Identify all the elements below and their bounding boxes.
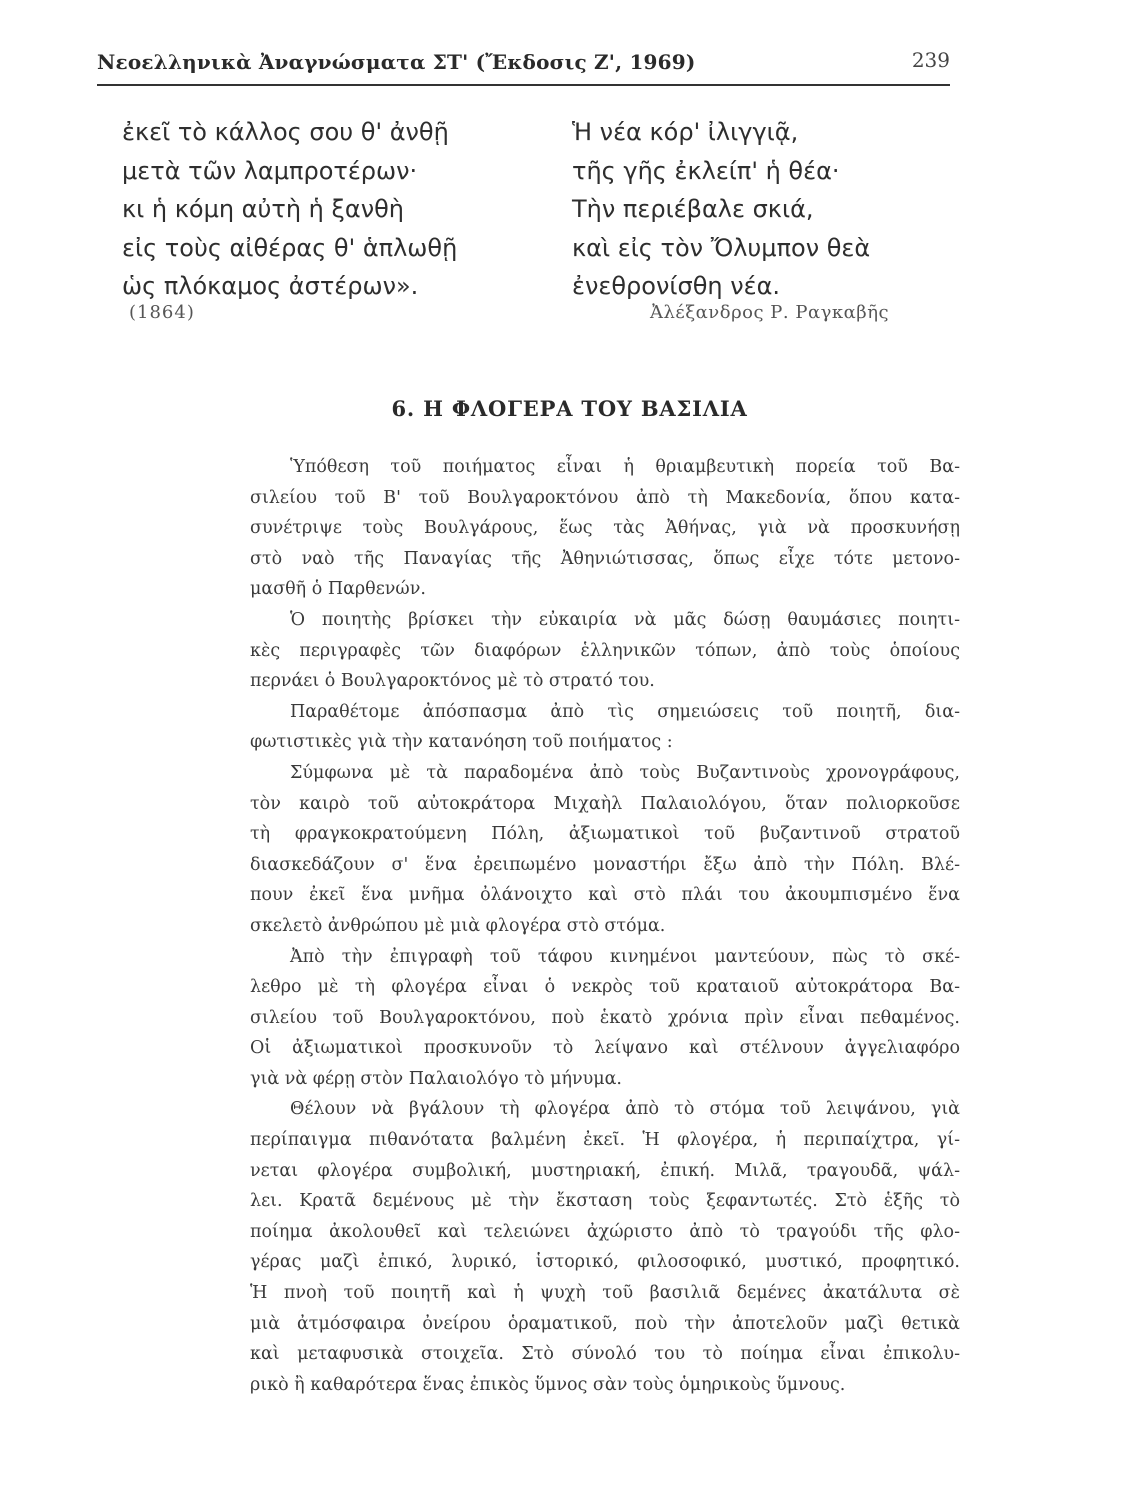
header-title: Νεοελληνικὰ Ἀναγνώσματα ΣΤ' (Ἔκδοσις Ζ', 1969) [97,50,696,74]
body-line: στὸ ναὸ τῆς Παναγίας τῆς Ἀθηνιώτισσας, ὅπως εἶχε τότε μετονο- [250,548,960,569]
body-text [250,452,960,1400]
body-line: καὶ μεταφυσικὰ στοιχεῖα. Στὸ σύνολό του τὸ ποίημα εἶναι ἐπικολυ- [250,1344,960,1365]
body-line: μιὰ ἀτμόσφαιρα ὀνείρου ὁραματικοῦ, ποὺ τὴν ἀποτελοῦν μαζὶ θετικὰ [250,1313,960,1334]
poem-line: Ἡ νέα κόρ' ἰλιγγιᾷ, [572,118,799,146]
poem-line: εἰς τοὺς αἰθέρας θ' ἁπλωθῇ [122,233,458,262]
poem-line: ἐκεῖ τὸ κάλλος σου θ' ἀνθῇ [122,118,449,146]
body-line: τὴ φραγκοκρατούμενη Πόλη, ἀξιωματικοὶ τοῦ βυζαντινοῦ στρατοῦ [250,824,960,845]
body-line: Σύμφωνα μὲ τὰ παραδομένα ἀπὸ τοὺς Βυζαντινοὺς χρονογράφους, [290,762,960,783]
body-line: σιλείου τοῦ Β' τοῦ Βουλγαροκτόνου ἀπὸ τὴ Μακεδονία, ὅπου κατα- [250,487,961,508]
body-line: διασκεδάζουν σ' ἕνα ἐρειπωμένο μοναστήρι ἔξω ἀπὸ τὴν Πόλη. Βλέ- [250,854,960,875]
body-line: Οἱ ἀξιωματικοὶ προσκυνοῦν τὸ λείψανο καὶ στέλνουν ἀγγελιαφόρο [250,1038,960,1059]
body-line: Ὁ ποιητὴς βρίσκει τὴν εὐκαιρία νὰ μᾶς δώσῃ θαυμάσιες ποιητι- [290,609,960,630]
section-heading: 6. Η ΦΛΟΓΕΡΑ ΤΟΥ ΒΑΣΙΛΙΑ [391,396,748,421]
page-number: 239 [911,48,950,72]
poem-author: Ἀλέξανδρος Ρ. Ραγκαβῆς [650,302,890,323]
body-line: ποίημα ἀκολουθεῖ καὶ τελειώνει ἀχώριστο ἀπὸ τὸ τραγούδι τῆς φλο- [250,1221,960,1242]
body-line: λεθρο μὲ τὴ φλογέρα εἶναι ὁ νεκρὸς τοῦ κραταιοῦ αὐτοκράτορα Βα- [250,977,960,998]
poem-stanza-right [572,113,870,306]
poem-line: μετὰ τῶν λαμπροτέρων· [122,156,418,185]
running-header [97,48,950,88]
body-line: συνέτριψε τοὺς Βουλγάρους, ἕως τὰς Ἀθήνας, γιὰ νὰ προσκυνήσῃ [250,518,960,539]
body-line: Θέλουν νὰ βγάλουν τὴ φλογέρα ἀπὸ τὸ στόμα τοῦ λειψάνου, γιὰ [290,1099,961,1120]
body-line: περίπαιγμα πιθανότατα βαλμένη ἐκεῖ. Ἡ φλογέρα, ἡ περιπαίχτρα, γί- [250,1130,960,1151]
body-line: Ὑπόθεση τοῦ ποιήματος εἶναι ἡ θριαμβευτικὴ πορεία τοῦ Βα- [290,457,960,477]
body-line: Ἀπὸ τὴν ἐπιγραφὴ τοῦ τάφου κινημένοι μαντεύουν, πὼς τὸ σκέ- [290,946,960,967]
poem-line: τῆς γῆς ἐκλείπ' ἡ θέα· [572,156,840,185]
body-line: ρικὸ ἢ καθαρότερα ἕνας ἐπικὸς ὕμνος σὰν τοὺς ὁμηρικοὺς ὕμνους. [250,1374,846,1395]
body-line: μασθῆ ὁ Παρθενών. [250,579,426,600]
body-line: κὲς περιγραφὲς τῶν διαφόρων ἑλληνικῶν τόπων, ἀπὸ τοὺς ὁποίους [250,640,960,661]
header-rule [97,84,950,86]
body-line: σιλείου τοῦ Βουλγαροκτόνου, ποὺ ἑκατὸ χρόνια πρὶν εἶναι πεθαμένος. [250,1007,960,1028]
body-line: γιὰ νὰ φέρῃ στὸν Παλαιολόγο τὸ μήνυμα. [250,1068,622,1089]
body-line: σκελετὸ ἀνθρώπου μὲ μιὰ φλογέρα στὸ στόμα. [250,915,666,936]
body-line: πουν ἐκεῖ ἕνα μνῆμα ὀλάνοιχτο καὶ στὸ πλάι του ἀκουμπισμένο ἕνα [250,885,960,906]
body-line: φωτιστικὲς γιὰ τὴν κατανόηση τοῦ ποιήματος : [250,732,673,753]
poem-line: ὡς πλόκαμος ἀστέρων». [122,272,419,300]
poem-stanza-left [122,113,457,306]
poem-line: καὶ εἰς τὸν Ὄλυμπον θεὰ [572,233,871,262]
body-line: γέρας μαζὶ ἐπικό, λυρικό, ἱστορικό, φιλοσοφικό, μυστικό, προφητικό. [250,1252,960,1273]
body-line: Παραθέτομε ἀπόσπασμα ἀπὸ τὶς σημειώσεις τοῦ ποιητῆ, δια- [290,701,960,722]
body-line: νεται φλογέρα συμβολική, μυστηριακή, ἐπική. Μιλᾶ, τραγουδᾶ, ψάλ- [250,1160,960,1181]
body-line: Ἡ πνοὴ τοῦ ποιητῆ καὶ ἡ ψυχὴ τοῦ βασιλιᾶ δεμένες ἀκατάλυτα σὲ [250,1283,960,1304]
poem-line: Τὴν περιέβαλε σκιά, [572,195,814,223]
poem-year: (1864) [129,302,195,323]
body-line: λει. Κρατᾶ δεμένους μὲ τὴν ἔκσταση τοὺς ξεφαντωτές. Στὸ ἑξῆς τὸ [250,1191,960,1212]
body-line: περνάει ὁ Βουλγαροκτόνος μὲ τὸ στρατό του. [250,671,655,692]
poem-line: κι ἡ κόμη αὐτὴ ἡ ξανθὴ [122,195,405,223]
poem-line: ἐνεθρονίσθη νέα. [572,272,781,300]
body-line: τὸν καιρὸ τοῦ αὐτοκράτορα Μιχαὴλ Παλαιολόγου, ὅταν πολιορκοῦσε [250,793,960,814]
